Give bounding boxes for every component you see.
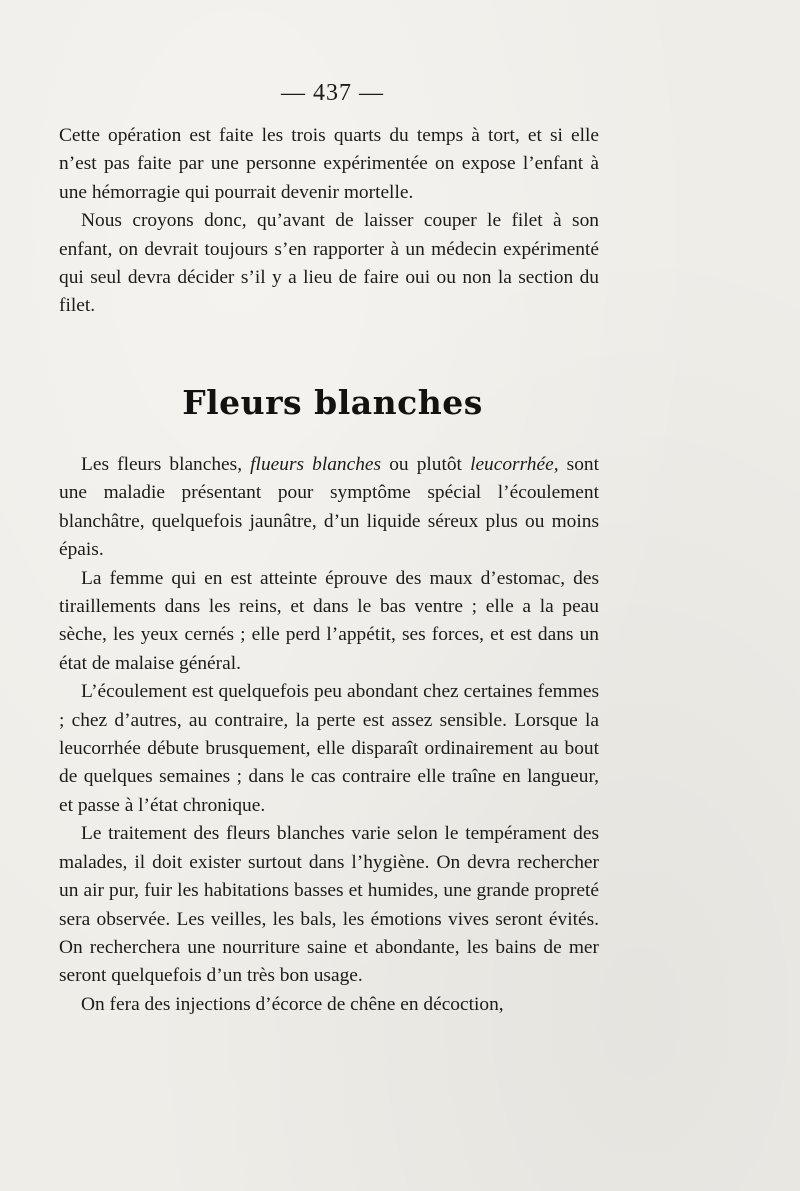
page-number: — 437 — [281, 80, 384, 106]
section-filet-text [59, 122, 599, 321]
paragraph-operation: Cette opération est faite les trois quarts du temps à tort, et si elle n’est pas faite par une personne expérimentée on expose l’enfant à une hémorragie qui pourrait devenir mortelle. [59, 125, 599, 203]
paragraph-definition [59, 451, 599, 565]
paragraph-ecoulement: L’écoulement est quelquefois peu abondant chez certaines femmes ; chez d’autres, au contraire, la perte est assez sensible. Lorsque la leucorrhée débute brusquement, elle disparaît ordinairement au bout de quelques semaines ; dans le cas contraire elle traîne en langueur, et passe à l’état chronique. [59, 681, 599, 816]
paragraph-injections: On fera des injections d’écorce de chêne en décoction, [81, 993, 504, 1015]
paragraph-symptomes: La femme qui en est atteinte éprouve des maux d’estomac, des tiraillements dans les reins, et dans le bas ventre ; elle a la peau sèche, les yeux cernés ; elle perd l’appétit, ses forces, et est dans un état de malaise général. [59, 567, 599, 674]
section-fleurs-blanches-text [59, 451, 599, 1019]
definition-italic-leucorrhee: leucorrhée, [470, 454, 559, 475]
paragraph-conseil-medecin: Nous croyons donc, qu’avant de laisser couper le filet à son enfant, on devrait toujours s’en rapporter à un médecin expérimenté qui seul devra décider s’il y a lieu de faire oui ou non la section du filet. [59, 210, 599, 317]
paragraph-traitement: Le traitement des fleurs blanches varie selon le tempérament des malades, il doit exister surtout dans l’hygiène. On devra rechercher un air pur, fuir les habitations basses et humides, une grande propreté sera observée. Les veilles, les bals, les émotions vives seront évités. On recherchera une nourriture saine et abondante, les bains de mer seront quelquefois d’un très bon usage. [59, 823, 599, 987]
definition-tail: sont une maladie présentant pour symptôme spécial l’écoulement blanchâtre, quelquefois jaunâtre, d’un liquide séreux plus ou moins épais. [59, 454, 599, 561]
definition-italic-flueurs: flueurs blanches [250, 454, 382, 475]
definition-lead: Les fleurs blanches, [81, 454, 251, 475]
section-heading-fleurs-blanches: Fleurs blanches [182, 383, 483, 422]
definition-mid: ou plutôt [381, 454, 471, 475]
